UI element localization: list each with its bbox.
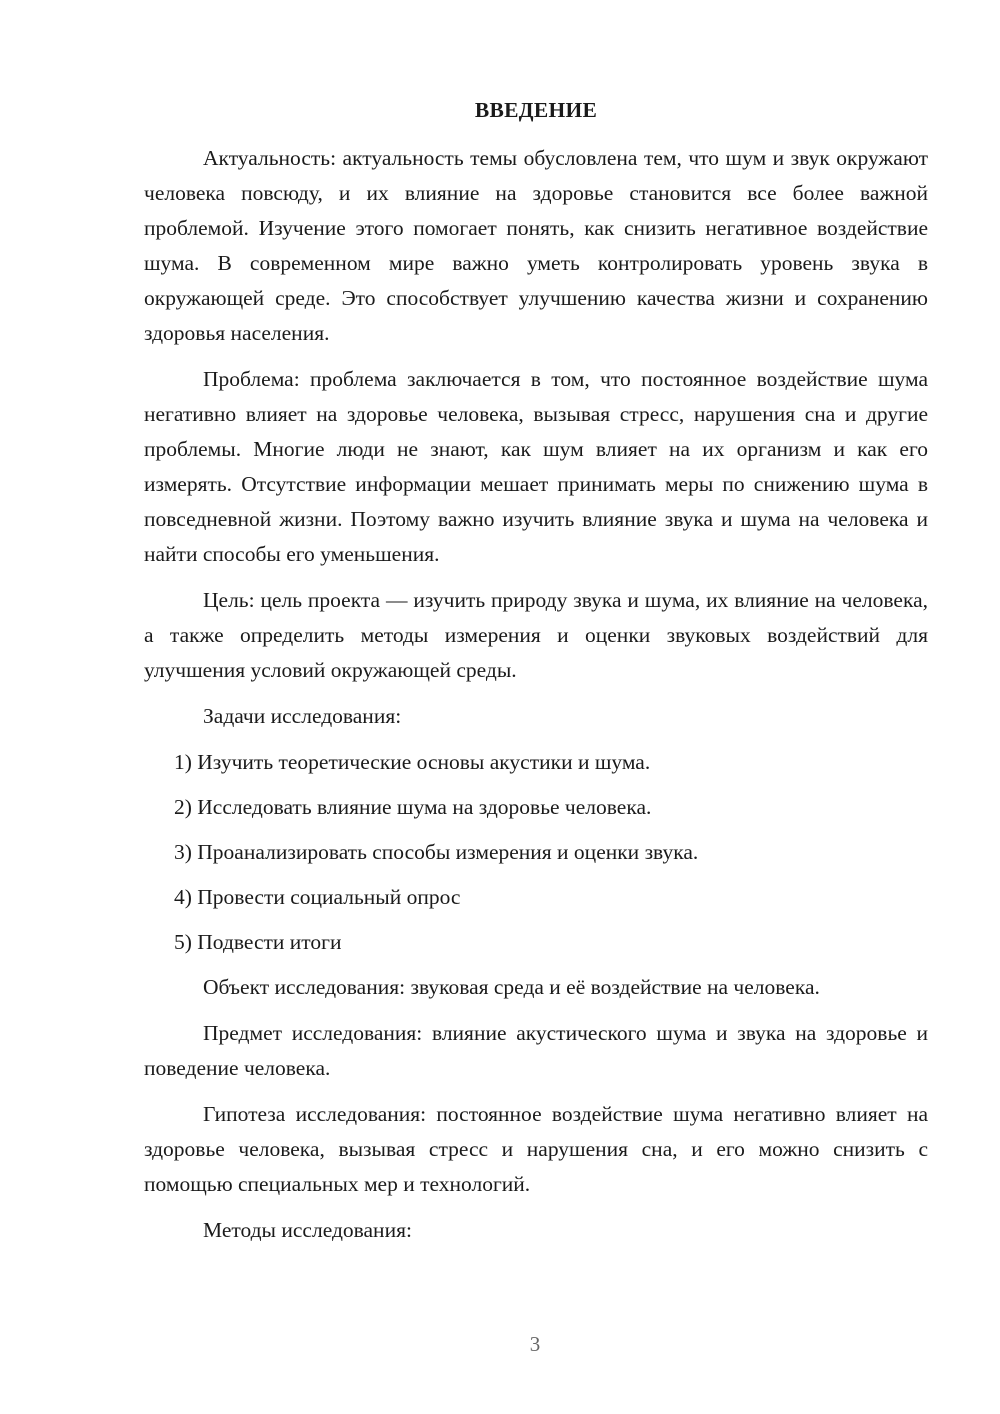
list-item: 2) Исследовать влияние шума на здоровье человека.: [174, 795, 652, 819]
tasks-heading: Задачи исследования:: [203, 704, 402, 728]
hypothesis-paragraph: Гипотеза исследования: постоянное воздействие шума негативно влияет на здоровье человека, вызывая стресс и нарушения сна, и его можно снизить с помощью специальных мер и технологий.: [144, 1102, 928, 1196]
section-title: ВВЕДЕНИЕ: [474, 98, 598, 122]
subject-paragraph: Предмет исследования: влияние акустического шума и звука на здоровье и поведение человека.: [144, 1021, 928, 1080]
tasks-list: [144, 745, 928, 960]
object-paragraph: Объект исследования: звуковая среда и её воздействие на человека.: [203, 975, 820, 999]
relevance-paragraph: Актуальность: актуальность темы обусловлена тем, что шум и звук окружают человека повсюду, и их влияние на здоровье становится все более важной проблемой. Изучение этого помогает понять, как снизить негативное воздействие шума. В современном мире важно уметь контролировать уровень звука в окружающей среде. Это способствует улучшению качества жизни и сохранению здоровья населения.: [144, 146, 928, 345]
list-item: 1) Изучить теоретические основы акустики и шума.: [174, 750, 651, 774]
page-content: [144, 93, 928, 1259]
problem-paragraph: Проблема: проблема заключается в том, что постоянное воздействие шума негативно влияет на здоровье человека, вызывая стресс, нарушения сна и другие проблемы. Многие люди не знают, как шум влияет на их организм и как его измерять. Отсутствие информации мешает принимать меры по снижению шума в повседневной жизни. Поэтому важно изучить влияние звука и шума на человека и найти способы его уменьшения.: [144, 367, 928, 566]
goal-paragraph: Цель: цель проекта — изучить природу звука и шума, их влияние на человека, а также определить методы измерения и оценки звуковых воздействий для улучшения условий окружающей среды.: [144, 588, 928, 682]
page-number: 3: [529, 1332, 541, 1356]
list-item: 4) Провести социальный опрос: [174, 885, 461, 909]
list-item: 3) Проанализировать способы измерения и оценки звука.: [174, 840, 699, 864]
methods-heading: Методы исследования:: [203, 1218, 412, 1242]
list-item: 5) Подвести итоги: [174, 930, 342, 954]
